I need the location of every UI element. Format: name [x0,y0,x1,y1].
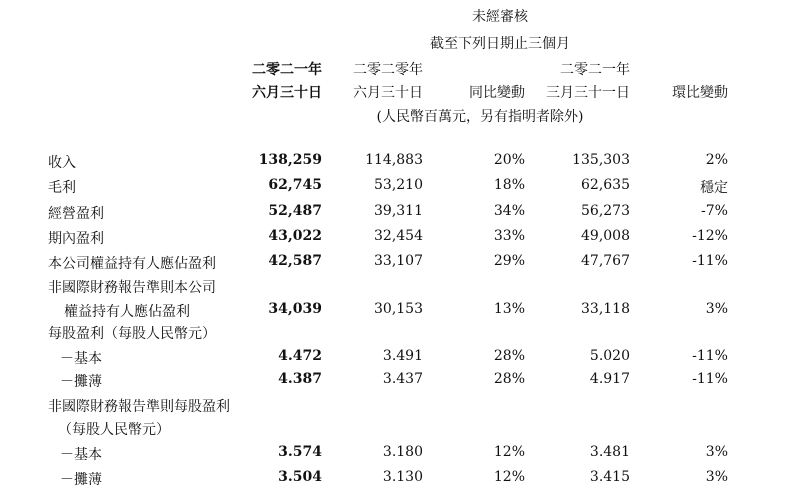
cell-2021q1: 3.481 [589,444,630,460]
col5-line2: 環比變動 [672,85,728,101]
row-label: －基本 [60,351,102,367]
unaudited-title: 未經審核 [472,9,528,25]
cell-2021q2: 3.504 [278,469,322,485]
cell-qoq: -11% [692,253,728,269]
cell-2020q2: 3.491 [382,348,423,364]
cell-qoq: 穩定 [700,180,728,196]
table-row [0,253,800,275]
cell-qoq: -11% [692,348,728,364]
cell-2021q2: 42,587 [268,253,322,269]
row-label: 權益持有人應佔盈利 [64,304,190,320]
col1-line2: 六月三十日 [252,85,322,101]
row-label: 經營盈利 [48,206,104,222]
cell-yoy: 12% [493,469,525,485]
row-label: 期內盈利 [48,231,104,247]
col1-line1: 二零二一年 [252,62,322,78]
cell-yoy: 20% [493,152,525,168]
cell-2021q1: 56,273 [581,203,630,219]
table-row [0,152,800,174]
col4-line1: 二零二一年 [560,62,630,78]
cell-2021q1: 3.415 [589,469,630,485]
cell-2020q2: 32,454 [374,228,423,244]
cell-2020q2: 53,210 [374,177,423,193]
cell-2020q2: 30,153 [374,301,423,317]
cell-2021q2: 3.574 [278,444,322,460]
cell-2021q2: 4.387 [278,371,322,387]
table-row [0,396,800,418]
cell-2020q2: 114,883 [365,152,423,168]
cell-2021q2: 62,745 [268,177,322,193]
row-label: 毛利 [48,180,76,196]
row-label: 本公司權益持有人應佔盈利 [48,256,216,272]
cell-2021q2: 34,039 [268,301,322,317]
cell-2020q2: 33,107 [374,253,423,269]
row-label: －攤薄 [60,472,102,488]
cell-yoy: 18% [493,177,525,193]
table-row [0,177,800,199]
cell-2021q1: 33,118 [581,301,630,317]
cell-yoy: 28% [493,348,525,364]
col4-line2: 三月三十一日 [546,85,630,101]
col2-line1: 二零二零年 [353,62,423,78]
cell-2020q2: 39,311 [374,203,423,219]
table-row [0,419,800,441]
cell-yoy: 13% [493,301,525,317]
cell-2021q2: 138,259 [258,152,322,168]
cell-qoq: -12% [692,228,728,244]
table-row [0,469,800,491]
cell-2021q1: 62,635 [581,177,630,193]
col3-line2: 同比變動 [469,85,525,101]
cell-2021q1: 5.020 [589,348,630,364]
cell-yoy: 12% [493,444,525,460]
cell-2020q2: 3.130 [382,469,423,485]
cell-2020q2: 3.180 [382,444,423,460]
cell-2020q2: 3.437 [382,371,423,387]
unit-note: (人民幣百萬元，另有指明者除外) [376,109,584,125]
cell-2021q1: 47,767 [581,253,630,269]
row-label: 收入 [48,155,76,171]
table-row [0,371,800,393]
row-label: 每股盈利（每股人民幣元） [48,326,216,342]
row-label: －攤薄 [60,374,102,390]
table-row [0,277,800,299]
cell-yoy: 34% [493,203,525,219]
row-label: －基本 [60,447,102,463]
table-row [0,348,800,370]
table-row [0,203,800,225]
cell-yoy: 33% [493,228,525,244]
cell-2021q1: 4.917 [589,371,630,387]
table-row [0,444,800,466]
cell-2021q2: 43,022 [268,228,322,244]
cell-qoq: 3% [705,444,728,460]
cell-yoy: 29% [493,253,525,269]
col2-line2: 六月三十日 [353,85,423,101]
row-label: （每股人民幣元） [58,422,170,438]
cell-yoy: 28% [493,371,525,387]
cell-2021q1: 49,008 [581,228,630,244]
table-row [0,228,800,250]
cell-2021q2: 4.472 [278,348,322,364]
cell-qoq: 3% [705,469,728,485]
row-label: 非國際財務報告準則本公司 [48,280,216,296]
cell-2021q2: 52,487 [268,203,322,219]
cell-qoq: 3% [705,301,728,317]
table-row [0,301,800,323]
table-row [0,323,800,345]
cell-qoq: 2% [705,152,728,168]
cell-qoq: -7% [701,203,728,219]
cell-qoq: -11% [692,371,728,387]
row-label: 非國際財務報告準則每股盈利 [48,399,230,415]
period-title: 截至下列日期止三個月 [430,36,570,52]
cell-2021q1: 135,303 [572,152,630,168]
